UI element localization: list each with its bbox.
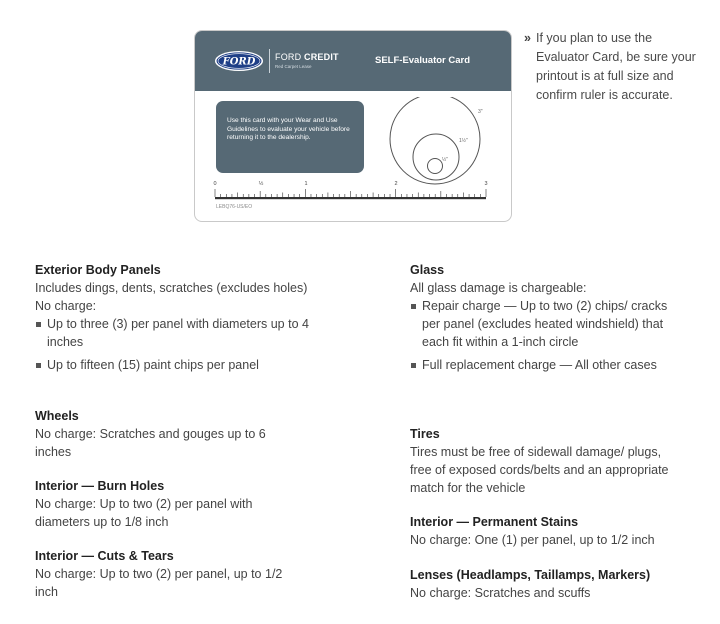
ford-credit-brand bbox=[275, 52, 339, 69]
circle-label-half: ½" bbox=[442, 157, 448, 163]
tires-title: Tires bbox=[410, 427, 440, 441]
burn-holes-title: Interior — Burn Holes bbox=[35, 479, 165, 493]
ford-logo-text: FORD bbox=[222, 56, 256, 68]
exterior-title: Exterior Body Panels bbox=[35, 263, 161, 277]
lenses-title: Lenses (Headlamps, Taillamps, Markers) bbox=[410, 568, 651, 582]
side-note-text: If you plan to use the Evaluator Card, be sure your printout is at full size and confirm ruler is accurate. bbox=[536, 31, 696, 102]
cuts-tears-text: No charge: Up to two (2) per panel, up to 1/2 inch bbox=[35, 567, 283, 599]
circle-label-1-5: 1½" bbox=[459, 138, 468, 144]
section-wheels bbox=[35, 407, 290, 461]
ruler-label-1: 1 bbox=[304, 181, 308, 187]
section-cuts-tears bbox=[35, 547, 290, 601]
exterior-bullets bbox=[35, 315, 310, 374]
self-evaluator-card bbox=[194, 30, 512, 222]
circle-half-inch bbox=[428, 159, 443, 174]
ruler-label-0: 0 bbox=[213, 181, 217, 187]
section-lenses bbox=[410, 566, 710, 602]
card-code: LEBQ76-US/EO bbox=[216, 204, 253, 210]
card-header bbox=[195, 31, 511, 91]
measurement-circles bbox=[387, 97, 497, 189]
list-item: Full replacement charge — All other cases bbox=[410, 356, 680, 374]
ruler-label-3: 3 bbox=[484, 181, 488, 187]
ford-logo bbox=[214, 50, 264, 72]
stains-text: No charge: One (1) per panel, up to 1/2 inch bbox=[410, 533, 655, 547]
section-burn-holes bbox=[35, 477, 295, 531]
tires-text: Tires must be free of sidewall damage/ plugs, free of exposed cords/belts and an appropriate match for the vehicle bbox=[410, 445, 669, 495]
stains-title: Interior — Permanent Stains bbox=[410, 515, 579, 529]
glass-bullets bbox=[410, 297, 680, 374]
cuts-tears-title: Interior — Cuts & Tears bbox=[35, 549, 174, 563]
list-item: Up to three (3) per panel with diameters up to 4 inches bbox=[35, 315, 310, 351]
section-glass bbox=[410, 261, 680, 374]
card-title: SELF-Evaluator Card bbox=[375, 55, 471, 66]
exterior-no-charge: No charge: bbox=[35, 299, 97, 313]
brand-tagline: Red Carpet Lease bbox=[275, 64, 312, 69]
header-divider bbox=[269, 49, 270, 73]
ruler-ticks bbox=[215, 189, 486, 197]
list-item: Repair charge — Up to two (2) chips/ cracks per panel (excludes heated windshield) that each fit within a 1-inch circle bbox=[410, 297, 680, 351]
ruler-baseline bbox=[215, 197, 486, 199]
glass-intro: All glass damage is chargeable: bbox=[410, 281, 587, 295]
card-info-box: Use this card with your Wear and Use Guidelines to evaluate your vehicle before returning it to the dealership. bbox=[216, 101, 364, 173]
burn-holes-text: No charge: Up to two (2) per panel with diameters up to 1/8 inch bbox=[35, 497, 253, 529]
section-stains bbox=[410, 513, 700, 549]
exterior-intro: Includes dings, dents, scratches (excludes holes) bbox=[35, 281, 308, 295]
glass-title: Glass bbox=[410, 263, 445, 277]
brand-name: FORD bbox=[275, 52, 302, 62]
ruler bbox=[213, 177, 493, 217]
list-item: Up to fifteen (15) paint chips per panel bbox=[35, 356, 310, 374]
section-tires bbox=[410, 425, 685, 497]
double-chevron-icon: » bbox=[524, 31, 531, 45]
section-exterior bbox=[35, 261, 310, 374]
ruler-label-2: 2 bbox=[394, 181, 398, 187]
brand-bold: CREDIT bbox=[304, 52, 339, 62]
circle-label-3: 3" bbox=[478, 109, 483, 115]
lenses-text: No charge: Scratches and scuffs bbox=[410, 586, 591, 600]
wheels-title: Wheels bbox=[35, 409, 79, 423]
ruler-label-half: ½ bbox=[258, 181, 264, 187]
wheels-text: No charge: Scratches and gouges up to 6 inches bbox=[35, 427, 266, 459]
